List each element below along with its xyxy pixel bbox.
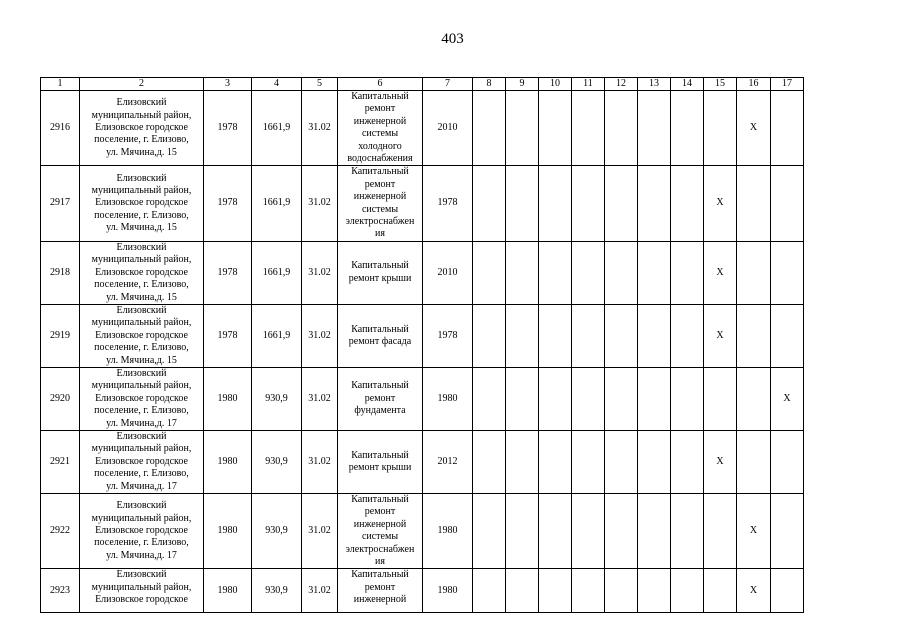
cell-mark: X: [704, 304, 737, 367]
cell-address: Елизовский муниципальный район, Елизовское городское поселение, г. Елизово, ул. Мячина,д. 17: [80, 430, 204, 493]
cell-year: 1978: [204, 91, 252, 166]
cell-empty: [771, 569, 804, 613]
cell-area: 1661,9: [252, 91, 302, 166]
cell-empty: [737, 166, 771, 241]
cell-code: 31.02: [302, 494, 338, 569]
cell-empty: [671, 494, 704, 569]
cell-area: 930,9: [252, 569, 302, 613]
cell-empty: [539, 367, 572, 430]
cell-empty: [473, 241, 506, 304]
cell-empty: [704, 91, 737, 166]
column-header-12: 12: [605, 78, 638, 91]
cell-empty: [506, 91, 539, 166]
cell-empty: [572, 494, 605, 569]
cell-empty: [671, 569, 704, 613]
cell-work-type: Капитальный ремонт крыши: [338, 241, 423, 304]
column-header-11: 11: [572, 78, 605, 91]
column-header-17: 17: [771, 78, 804, 91]
cell-number: 2917: [41, 166, 80, 241]
cell-plan-year: 1980: [423, 569, 473, 613]
registry-table: [40, 77, 804, 613]
cell-empty: [704, 494, 737, 569]
cell-empty: [473, 166, 506, 241]
cell-empty: [638, 304, 671, 367]
cell-code: 31.02: [302, 367, 338, 430]
cell-empty: [737, 304, 771, 367]
cell-code: 31.02: [302, 304, 338, 367]
cell-area: 930,9: [252, 430, 302, 493]
column-header-16: 16: [737, 78, 771, 91]
cell-address: Елизовский муниципальный район, Елизовское городское поселение, г. Елизово, ул. Мячина,д. 15: [80, 91, 204, 166]
column-header-10: 10: [539, 78, 572, 91]
cell-mark: X: [737, 494, 771, 569]
cell-empty: [473, 91, 506, 166]
cell-area: 930,9: [252, 494, 302, 569]
cell-work-type: Капитальный ремонт инженерной: [338, 569, 423, 613]
cell-work-type: Капитальный ремонт инженерной системы электроснабжен ия: [338, 166, 423, 241]
cell-mark: X: [704, 166, 737, 241]
cell-number: 2918: [41, 241, 80, 304]
cell-number: 2923: [41, 569, 80, 613]
cell-year: 1980: [204, 430, 252, 493]
table-body: [41, 78, 804, 613]
cell-empty: [572, 241, 605, 304]
column-header-8: 8: [473, 78, 506, 91]
cell-plan-year: 1978: [423, 304, 473, 367]
cell-plan-year: 1978: [423, 166, 473, 241]
cell-work-type: Капитальный ремонт инженерной системы электроснабжен ия: [338, 494, 423, 569]
cell-empty: [605, 166, 638, 241]
cell-empty: [539, 569, 572, 613]
cell-empty: [638, 430, 671, 493]
cell-empty: [771, 166, 804, 241]
cell-empty: [506, 367, 539, 430]
table-row: [41, 166, 804, 241]
cell-empty: [671, 91, 704, 166]
cell-empty: [737, 241, 771, 304]
cell-empty: [737, 430, 771, 493]
cell-mark: X: [737, 569, 771, 613]
cell-area: 930,9: [252, 367, 302, 430]
cell-empty: [671, 241, 704, 304]
cell-plan-year: 2010: [423, 91, 473, 166]
cell-work-type: Капитальный ремонт фасада: [338, 304, 423, 367]
cell-empty: [572, 91, 605, 166]
column-header-9: 9: [506, 78, 539, 91]
cell-work-type: Капитальный ремонт инженерной системы холодного водоснабжения: [338, 91, 423, 166]
cell-empty: [473, 367, 506, 430]
cell-address: Елизовский муниципальный район, Елизовское городское поселение, г. Елизово, ул. Мячина,д. 15: [80, 304, 204, 367]
cell-plan-year: 2012: [423, 430, 473, 493]
cell-empty: [671, 166, 704, 241]
column-header-13: 13: [638, 78, 671, 91]
cell-area: 1661,9: [252, 304, 302, 367]
cell-plan-year: 1980: [423, 494, 473, 569]
cell-empty: [473, 494, 506, 569]
table-row: [41, 494, 804, 569]
cell-address: Елизовский муниципальный район, Елизовское городское поселение, г. Елизово, ул. Мячина,д. 17: [80, 367, 204, 430]
cell-code: 31.02: [302, 241, 338, 304]
cell-empty: [704, 569, 737, 613]
column-header-14: 14: [671, 78, 704, 91]
cell-mark: X: [704, 241, 737, 304]
cell-area: 1661,9: [252, 166, 302, 241]
cell-work-type: Капитальный ремонт крыши: [338, 430, 423, 493]
cell-empty: [771, 430, 804, 493]
cell-address: Елизовский муниципальный район, Елизовское городское поселение, г. Елизово, ул. Мячина,д. 15: [80, 166, 204, 241]
cell-empty: [473, 304, 506, 367]
cell-code: 31.02: [302, 91, 338, 166]
cell-empty: [638, 91, 671, 166]
cell-empty: [572, 304, 605, 367]
cell-empty: [771, 304, 804, 367]
cell-empty: [473, 430, 506, 493]
cell-number: 2916: [41, 91, 80, 166]
column-header-1: 1: [41, 78, 80, 91]
cell-mark: X: [737, 91, 771, 166]
cell-year: 1980: [204, 367, 252, 430]
cell-empty: [539, 430, 572, 493]
cell-empty: [506, 569, 539, 613]
cell-code: 31.02: [302, 569, 338, 613]
cell-empty: [539, 304, 572, 367]
cell-empty: [638, 569, 671, 613]
cell-empty: [737, 367, 771, 430]
cell-empty: [605, 241, 638, 304]
cell-empty: [539, 166, 572, 241]
cell-empty: [506, 430, 539, 493]
cell-plan-year: 1980: [423, 367, 473, 430]
cell-empty: [506, 241, 539, 304]
column-header-4: 4: [252, 78, 302, 91]
cell-empty: [638, 241, 671, 304]
cell-code: 31.02: [302, 166, 338, 241]
cell-year: 1978: [204, 304, 252, 367]
cell-empty: [605, 494, 638, 569]
column-header-6: 6: [338, 78, 423, 91]
cell-work-type: Капитальный ремонт фундамента: [338, 367, 423, 430]
column-header-15: 15: [704, 78, 737, 91]
cell-year: 1978: [204, 241, 252, 304]
cell-empty: [638, 494, 671, 569]
cell-empty: [771, 494, 804, 569]
cell-address: Елизовский муниципальный район, Елизовское городское: [80, 569, 204, 613]
cell-year: 1978: [204, 166, 252, 241]
cell-plan-year: 2010: [423, 241, 473, 304]
cell-empty: [572, 569, 605, 613]
table-row: [41, 304, 804, 367]
column-header-7: 7: [423, 78, 473, 91]
column-header-3: 3: [204, 78, 252, 91]
cell-empty: [605, 569, 638, 613]
page-number: 403: [441, 31, 464, 47]
cell-empty: [671, 304, 704, 367]
header-row: [41, 78, 804, 91]
cell-empty: [605, 430, 638, 493]
cell-address: Елизовский муниципальный район, Елизовское городское поселение, г. Елизово, ул. Мячина,д. 15: [80, 241, 204, 304]
cell-empty: [605, 304, 638, 367]
cell-empty: [605, 367, 638, 430]
cell-mark: X: [771, 367, 804, 430]
cell-number: 2922: [41, 494, 80, 569]
cell-year: 1980: [204, 569, 252, 613]
cell-number: 2921: [41, 430, 80, 493]
cell-empty: [473, 569, 506, 613]
cell-empty: [704, 367, 737, 430]
cell-empty: [539, 241, 572, 304]
cell-number: 2920: [41, 367, 80, 430]
cell-empty: [671, 430, 704, 493]
cell-empty: [572, 367, 605, 430]
cell-empty: [671, 367, 704, 430]
table-row: [41, 241, 804, 304]
cell-code: 31.02: [302, 430, 338, 493]
cell-address: Елизовский муниципальный район, Елизовское городское поселение, г. Елизово, ул. Мячина,д. 17: [80, 494, 204, 569]
column-header-5: 5: [302, 78, 338, 91]
cell-empty: [506, 304, 539, 367]
table-row: [41, 569, 804, 613]
cell-empty: [539, 494, 572, 569]
cell-year: 1980: [204, 494, 252, 569]
cell-empty: [771, 241, 804, 304]
cell-mark: X: [704, 430, 737, 493]
table-row: [41, 430, 804, 493]
cell-number: 2919: [41, 304, 80, 367]
cell-empty: [638, 367, 671, 430]
table-row: [41, 367, 804, 430]
cell-area: 1661,9: [252, 241, 302, 304]
cell-empty: [572, 166, 605, 241]
cell-empty: [506, 494, 539, 569]
cell-empty: [572, 430, 605, 493]
cell-empty: [605, 91, 638, 166]
cell-empty: [539, 91, 572, 166]
table-row: [41, 91, 804, 166]
cell-empty: [638, 166, 671, 241]
cell-empty: [771, 91, 804, 166]
column-header-2: 2: [80, 78, 204, 91]
cell-empty: [506, 166, 539, 241]
